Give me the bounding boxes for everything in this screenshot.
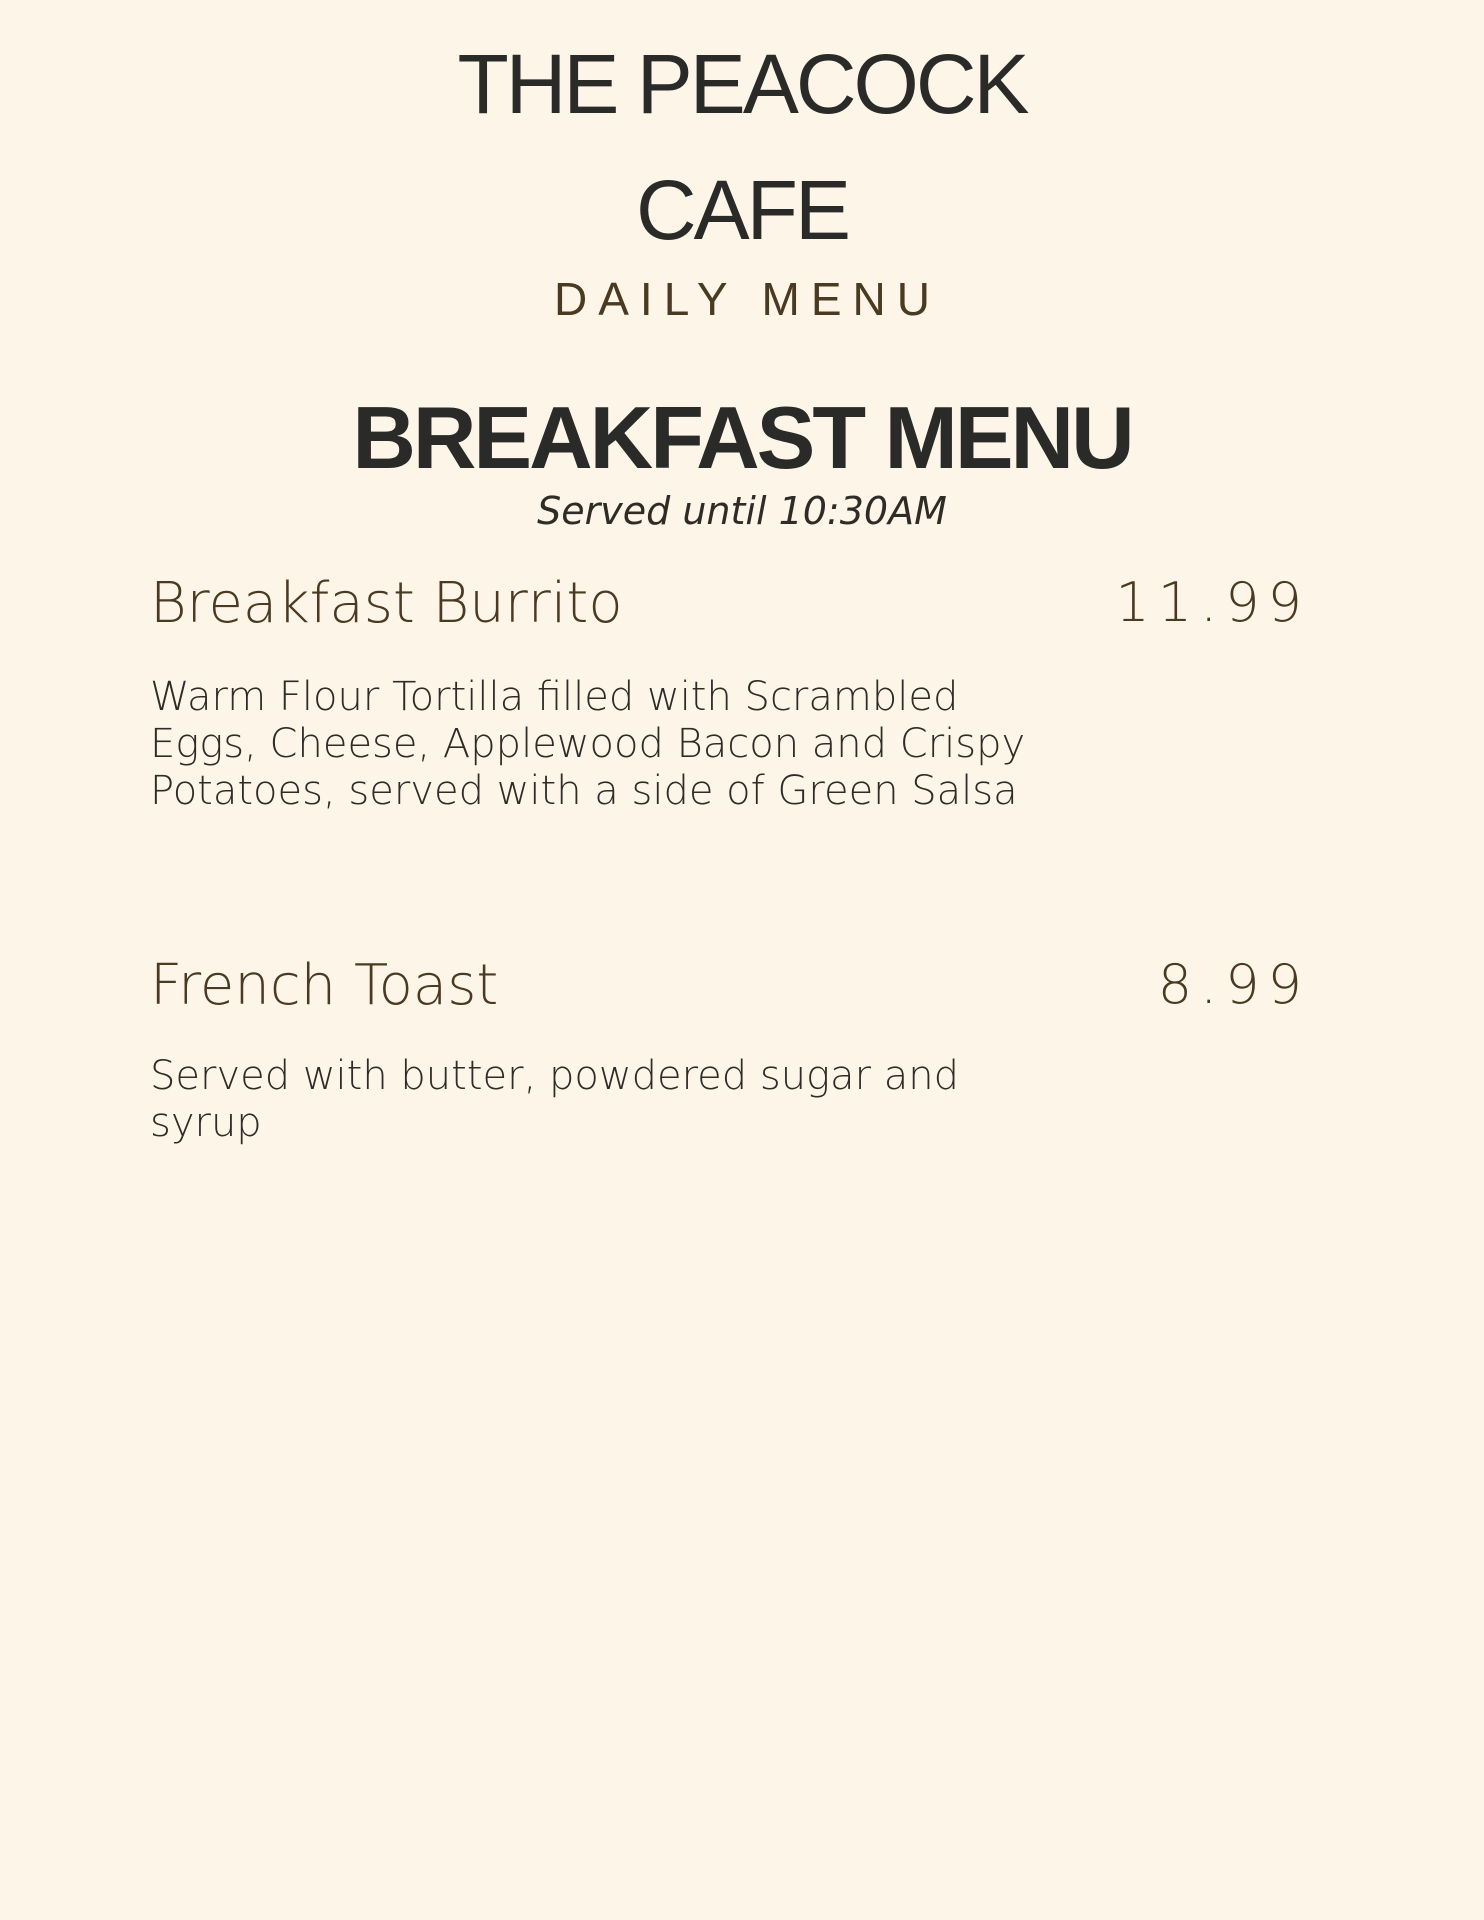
section-title: BREAKFAST MENU: [352, 388, 1132, 487]
menu-item-price: 11.99: [1115, 571, 1310, 634]
menu-item-description: Warm Flour Tortilla filled with Scrambled Eggs, Cheese, Applewood Bacon and Crispy Potatoes, served with a side of Green Salsa: [150, 674, 1026, 814]
menu-item-name: Breakfast Burrito: [150, 571, 623, 636]
cafe-name-line-1: THE PEACOCK: [457, 37, 1027, 131]
menu-item-name: French Toast: [150, 953, 499, 1018]
cafe-name-line-2: CAFE: [635, 163, 849, 257]
section-note: Served until 10:30AM: [537, 489, 947, 533]
menu-item-description: Served with butter, powdered sugar and syrup: [150, 1053, 959, 1146]
menu-subtitle: DAILY MENU: [554, 273, 941, 325]
menu-item-price: 8.99: [1157, 953, 1310, 1016]
